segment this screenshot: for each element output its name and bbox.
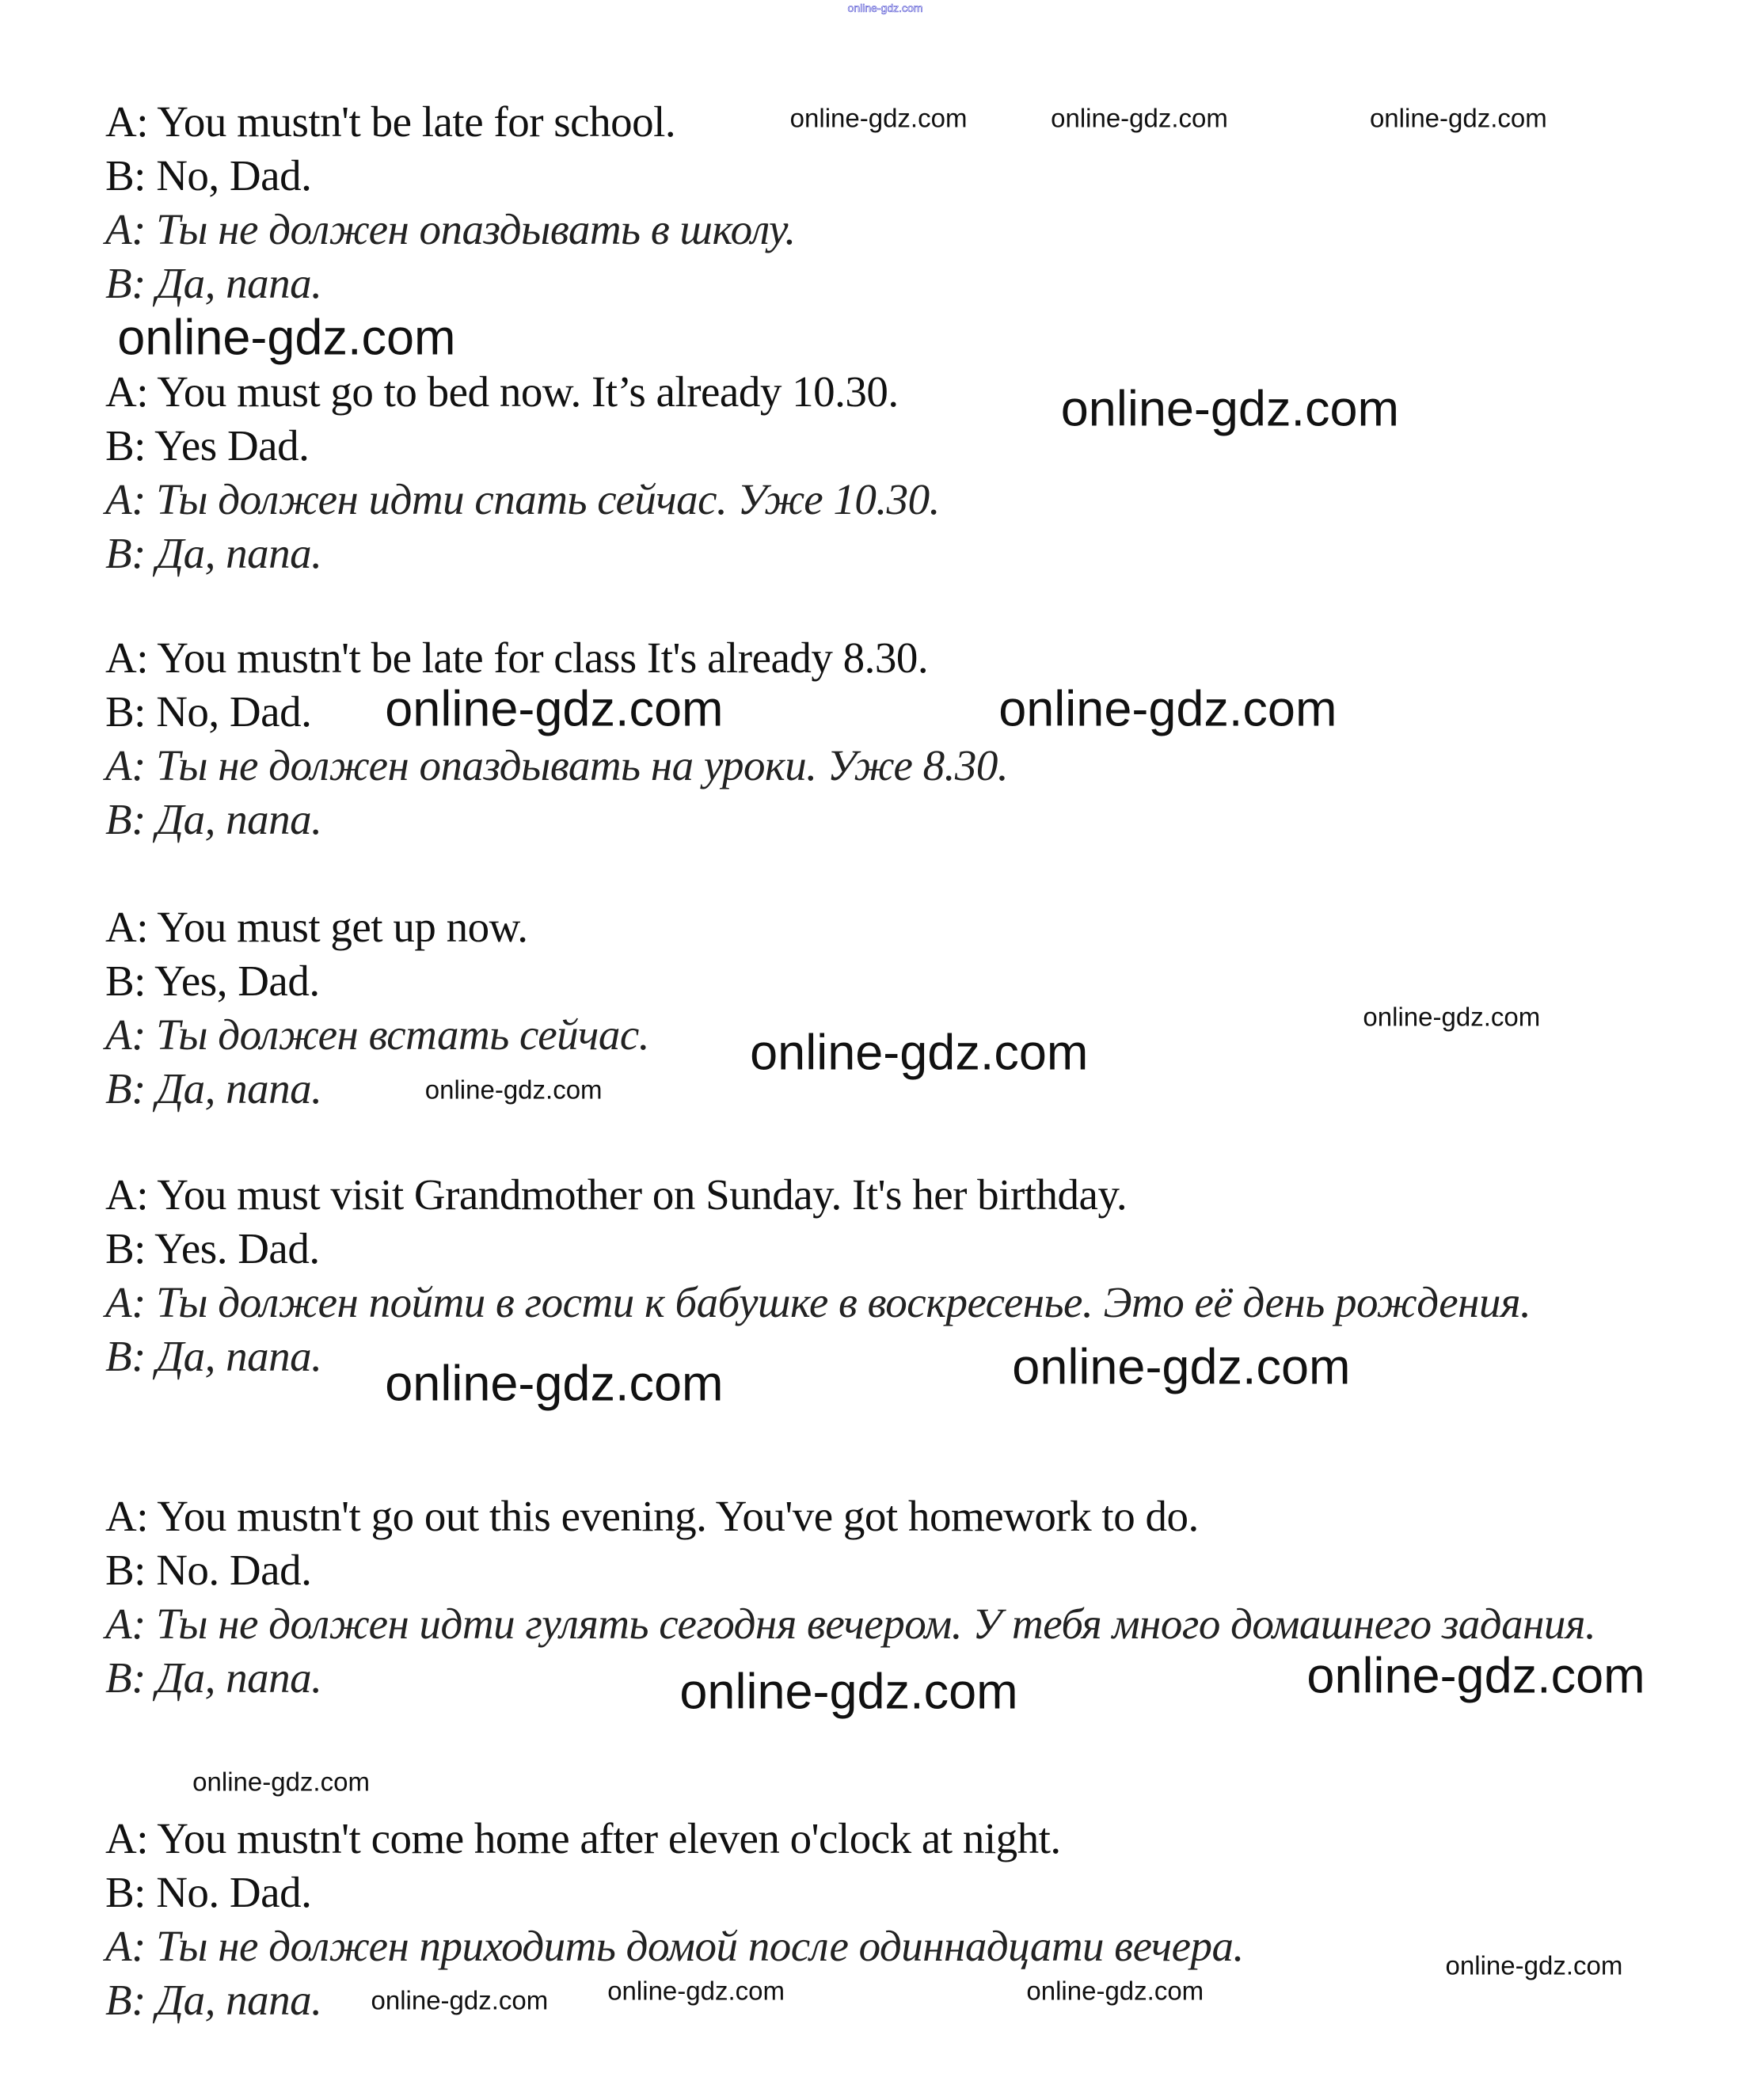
watermark-big: online-gdz.com xyxy=(385,681,724,737)
translation-line: A: Ты не должен приходить домой после одиннадцати вечера. xyxy=(105,1922,1244,1970)
watermark-big: online-gdz.com xyxy=(1012,1339,1351,1395)
watermark-small: online-gdz.com xyxy=(424,1075,603,1105)
translation-line: A: Ты должен пойти в гости к бабушке в воскресенье. Это её день рождения. xyxy=(105,1278,1531,1326)
dialogue-2 xyxy=(105,365,1663,580)
watermark-big: online-gdz.com xyxy=(117,310,456,366)
dialogue-7 xyxy=(105,1812,1663,2027)
watermark-big: online-gdz.com xyxy=(750,1025,1089,1081)
watermark-big: online-gdz.com xyxy=(998,681,1337,737)
dialogue-line: A: You mustn't be late for class It's already 8.30. xyxy=(105,633,929,682)
watermark-small: online-gdz.com xyxy=(1445,1950,1623,1980)
watermark-small: online-gdz.com xyxy=(1026,1976,1204,2006)
dialogue-line: B: No, Dad. xyxy=(105,687,312,736)
dialogue-line: B: No, Dad. xyxy=(105,151,312,200)
top-watermark: online-gdz.com xyxy=(847,2,923,14)
translation-line: B: Да, папа. xyxy=(105,259,322,307)
dialogue-3 xyxy=(105,631,1663,846)
dialogue-line: A: You must get up now. xyxy=(105,903,528,951)
watermark-small: online-gdz.com xyxy=(371,1985,549,2015)
translation-line: B: Да, папа. xyxy=(105,795,322,843)
dialogue-line: B: Yes, Dad. xyxy=(105,957,320,1005)
watermark-small: online-gdz.com xyxy=(1363,1002,1541,1032)
dialogue-line: A: You mustn't come home after eleven o'clock at night. xyxy=(105,1814,1061,1862)
watermark-big: online-gdz.com xyxy=(385,1356,724,1412)
translation-line: B: Да, папа. xyxy=(105,1976,322,2024)
translation-line: B: Да, папа. xyxy=(105,1332,322,1380)
watermark-big: online-gdz.com xyxy=(679,1664,1018,1720)
translation-line: A: Ты должен идти спать сейчас. Уже 10.30. xyxy=(105,475,940,523)
translation-line: A: Ты должен встать сейчас. xyxy=(105,1010,650,1059)
watermark-small: online-gdz.com xyxy=(1369,103,1547,132)
dialogue-line: A: You mustn't be late for school. xyxy=(105,97,676,146)
dialogue-5 xyxy=(105,1168,1663,1383)
translation-line: B: Да, папа. xyxy=(105,1653,322,1702)
translation-line: B: Да, папа. xyxy=(105,1064,322,1113)
dialogue-line: A: You must visit Grandmother on Sunday. It's her birthday. xyxy=(105,1170,1128,1219)
watermark-big: online-gdz.com xyxy=(1060,381,1399,437)
translation-line: A: Ты не должен опаздывать в школу. xyxy=(105,205,796,253)
dialogue-line: B: Yes Dad. xyxy=(105,421,310,470)
translation-line: A: Ты не должен опаздывать на уроки. Уже 8.30. xyxy=(105,741,1009,789)
dialogue-line: B: No. Dad. xyxy=(105,1868,312,1916)
watermark-small: online-gdz.com xyxy=(1051,103,1228,132)
translation-line: A: Ты не должен идти гулять сегодня вечером. У тебя много домашнего задания. xyxy=(105,1600,1596,1648)
dialogue-line: A: You must go to bed now. It’s already 10.30. xyxy=(105,367,899,416)
watermark-small: online-gdz.com xyxy=(789,103,968,132)
dialogue-line: B: Yes. Dad. xyxy=(105,1224,320,1273)
dialogue-line: A: You mustn't go out this evening. You've got homework to do. xyxy=(105,1492,1199,1540)
translation-line: B: Да, папа. xyxy=(105,529,322,577)
dialogue-line: B: No. Dad. xyxy=(105,1546,312,1594)
watermark-small: online-gdz.com xyxy=(192,1767,370,1797)
watermark-small: online-gdz.com xyxy=(607,1976,785,2006)
watermark-big: online-gdz.com xyxy=(1306,1648,1645,1704)
